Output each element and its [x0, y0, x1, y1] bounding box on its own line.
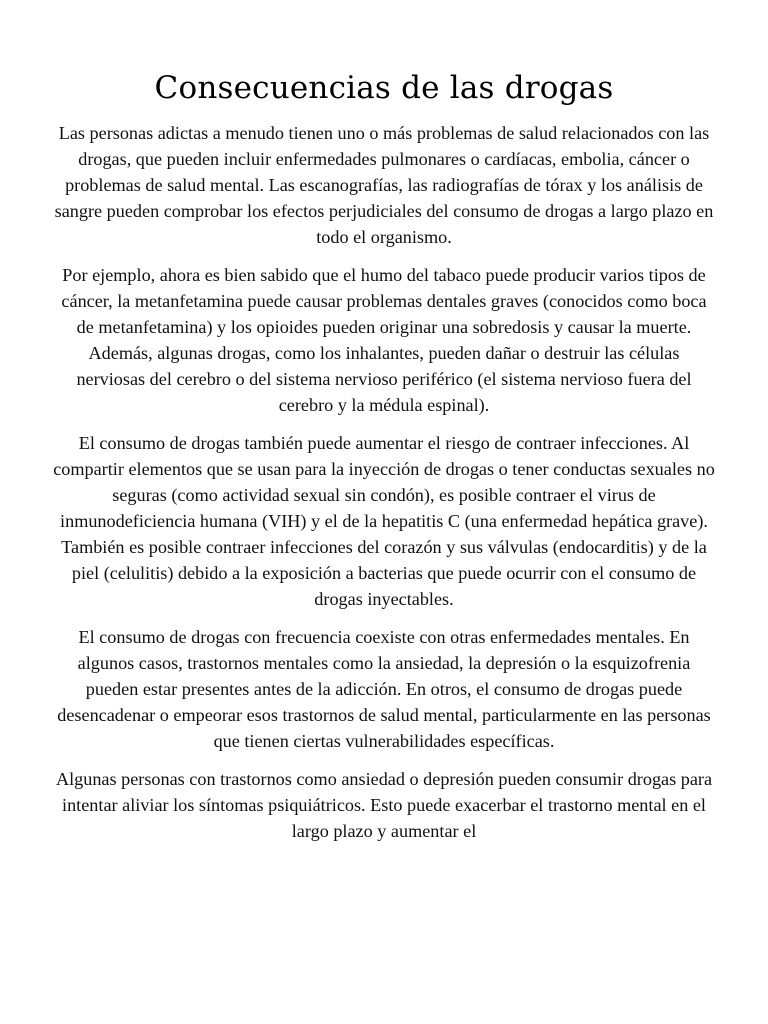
- paragraph-4: El consumo de drogas con frecuencia coexiste con otras enfermedades mentales. En algunos casos, trastornos mentales como la ansiedad, la depresión o la esquizofrenia pueden estar presentes antes de la adicción. En otros, el consumo de drogas puede desencadenar o empeorar esos trastornos de salud mental, particularmente en las personas que tienen ciertas vulnerabilidades específicas.: [57, 627, 711, 751]
- paragraph-5: Algunas personas con trastornos como ansiedad o depresión pueden consumir drogas para intentar aliviar los síntomas psiquiátricos. Esto puede exacerbar el trastorno mental en el largo plazo y aumentar el: [55, 769, 713, 841]
- document-title: Consecuencias de las drogas: [154, 70, 614, 106]
- paragraph-1: Las personas adictas a menudo tienen uno o más problemas de salud relacionados con las drogas, que pueden incluir enfermedades pulmonares o cardíacas, embolia, cáncer o problemas de salud mental. Las escanografías, las radiografías de tórax y los análisis de sangre pueden comprobar los efectos perjudiciales del consumo de drogas a largo plazo en todo el organismo.: [54, 123, 714, 247]
- paragraph-2: Por ejemplo, ahora es bien sabido que el humo del tabaco puede producir varios tipos de cáncer, la metanfetamina puede causar problemas dentales graves (conocidos como boca de metanfetamina) y los opioides pueden originar una sobredosis y causar la muerte. Además, algunas drogas, como los inhalantes, pueden dañar o destruir las células nerviosas del cerebro o del sistema nervioso periférico (el sistema nervioso fuera del cerebro y la médula espinal).: [61, 265, 707, 415]
- paragraph-3: El consumo de drogas también puede aumentar el riesgo de contraer infecciones. Al compartir elementos que se usan para la inyección de drogas o tener conductas sexuales no seguras (como actividad sexual sin condón), es posible contraer el virus de inmunodeficiencia humana (VIH) y el de la hepatitis C (una enfermedad hepática grave). También es posible contraer infecciones del corazón y sus válvulas (endocarditis) y de la piel (celulitis) debido a la exposición a bacterias que puede ocurrir con el consumo de drogas inyectables.: [53, 433, 715, 609]
